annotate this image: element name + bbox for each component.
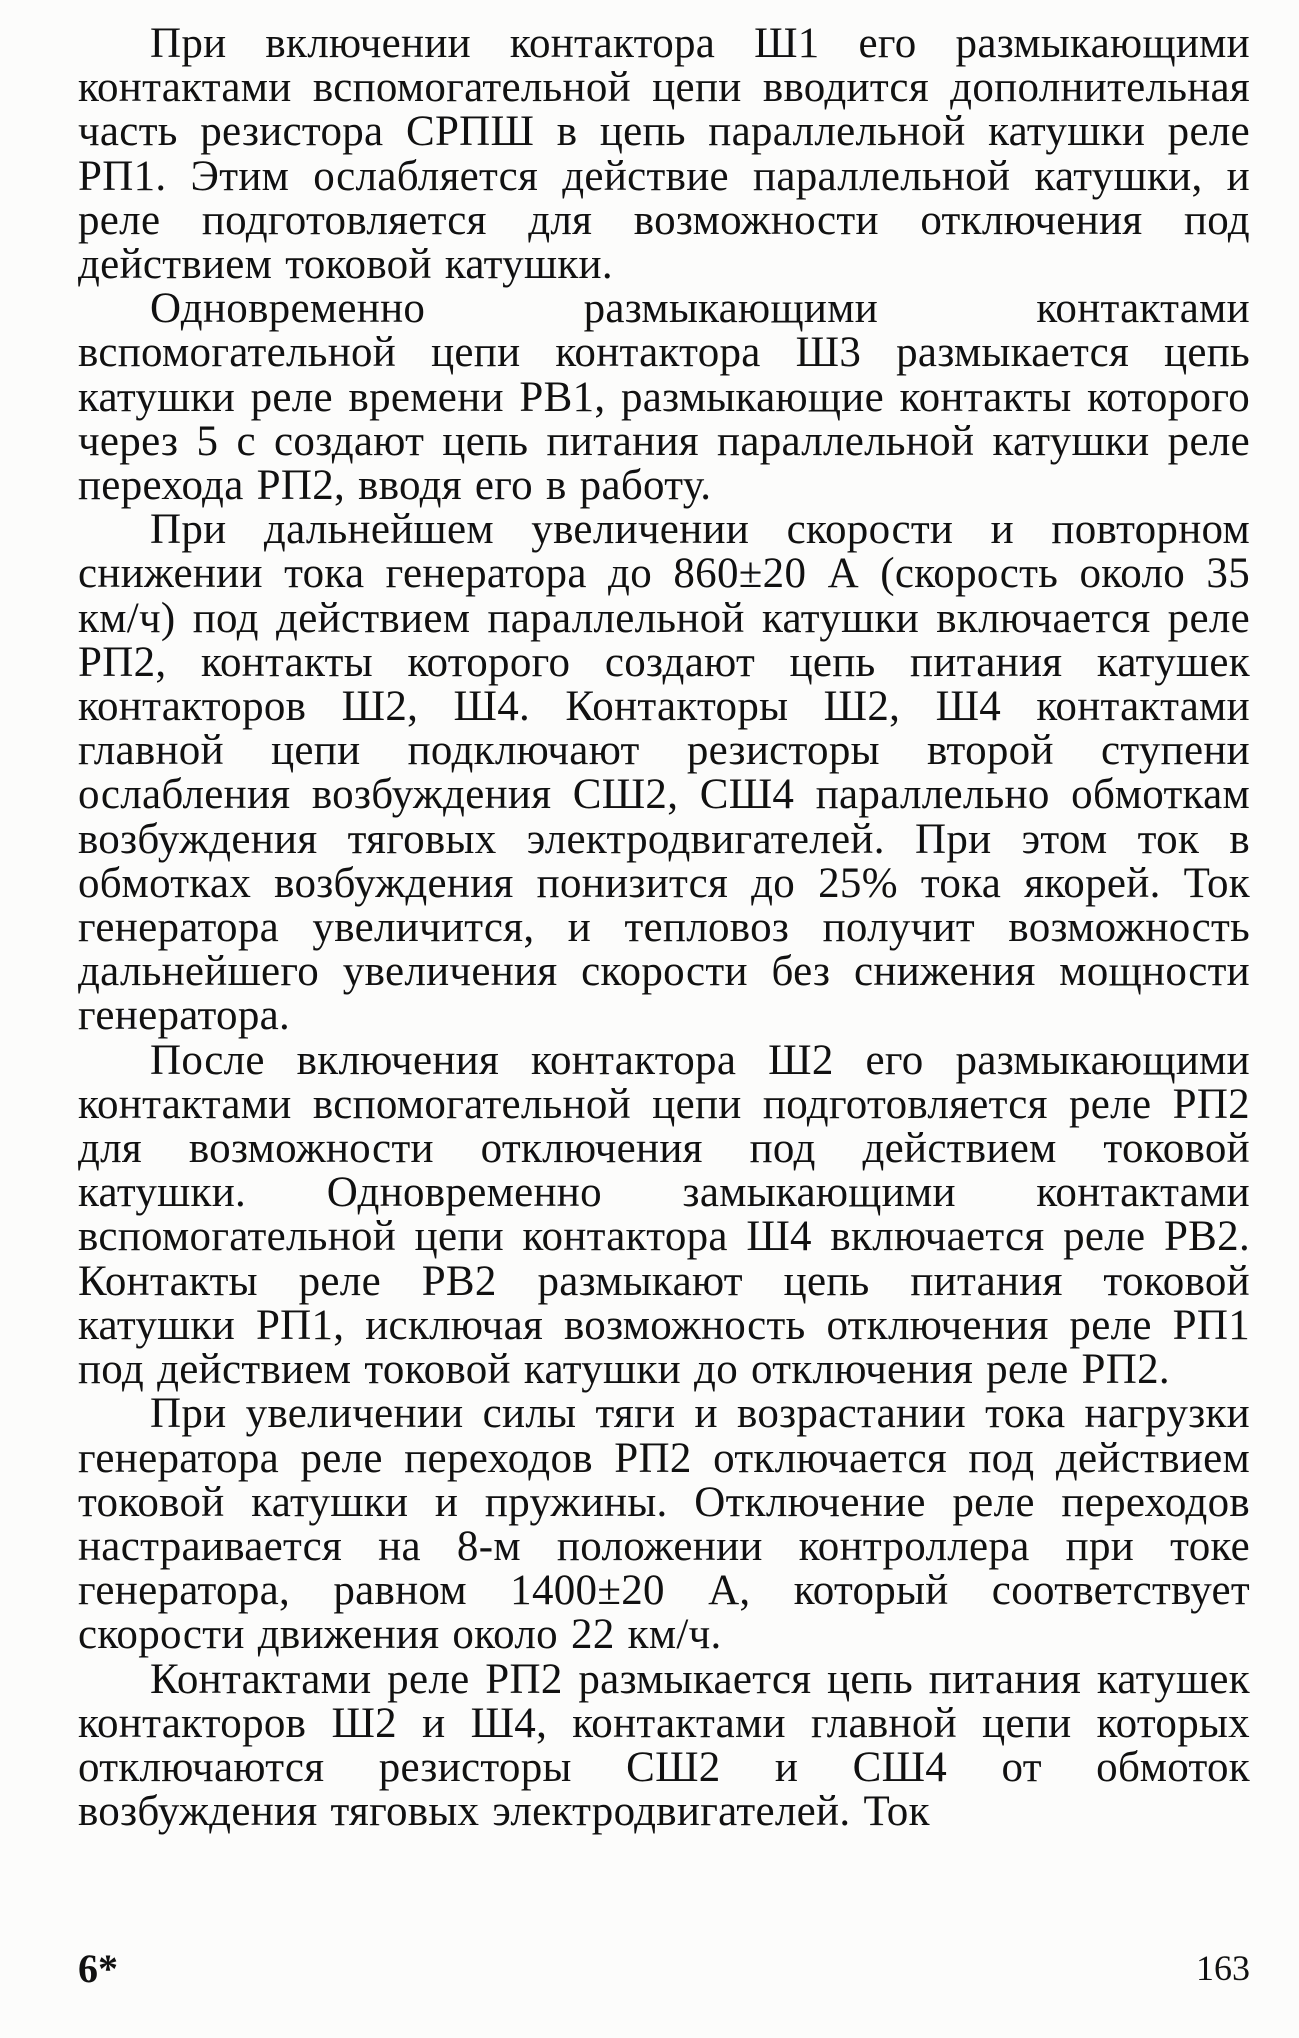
paragraph-2: Одновременно размыкающими контактами вспомогательной цепи контактора Ш3 размыкается цепь катушки реле времени РВ1, размыкающие контакты которого через 5 с создают цепь питания параллельной катушки реле перехода РП2, вводя его в работу. — [78, 285, 1250, 510]
signature-mark: 6* — [78, 1946, 118, 1991]
body-text — [78, 22, 1250, 1834]
paragraph-3: При дальнейшем увеличении скорости и повторном снижении тока генератора до 860±20 А (скорость около 35 км/ч) под действием параллельной катушки включается реле РП2, контакты которого создают цепь питания катушек контакторов Ш2, Ш4. Контакторы Ш2, Ш4 контактами главной цепи подключают резисторы второй ступени ослабления возбуждения СШ2, СШ4 параллельно обмоткам возбуждения тяговых электродвигателей. При этом ток в обмотках возбуждения понизится до 25% тока якорей. Ток генератора увеличится, и тепловоз получит возможность дальнейшего увеличения скорости без снижения мощности генератора. — [78, 506, 1250, 1040]
paragraph-1: При включении контактора Ш1 его размыкающими контактами вспомогательной цепи вводится дополнительная часть резистора СРПШ в цепь параллельной катушки реле РП1. Этим ослабляется действие параллельной катушки, и реле подготовляется для возможности отключения под действием токовой катушки. — [78, 20, 1250, 289]
paragraph-4: После включения контактора Ш2 его размыкающими контактами вспомогательной цепи подготовляется реле РП2 для возможности отключения под действием токовой катушки. Одновременно замыкающими контактами вспомогательной цепи контактора Ш4 включается реле РВ2. Контакты реле РВ2 размыкают цепь питания токовой катушки РП1, исключая возможность отключения реле РП1 под действием токовой катушки до отключения реле РП2. — [78, 1036, 1250, 1394]
page-footer — [78, 1945, 1250, 1995]
paragraph-6: Контактами реле РП2 размыкается цепь питания катушек контакторов Ш2 и Ш4, контактами главной цепи которых отключаются резисторы СШ2 и СШ4 от обмоток возбуждения тяговых электродвигателей. Ток — [78, 1655, 1250, 1836]
page-number: 163 — [1196, 1948, 1250, 1988]
paragraph-5: При увеличении силы тяги и возрастании тока нагрузки генератора реле переходов РП2 отключается под действием токовой катушки и пружины. Отключение реле переходов настраивается на 8-м положении контроллера при токе генератора, равном 1400±20 А, который соответствует скорости движения около 22 км/ч. — [78, 1390, 1250, 1659]
